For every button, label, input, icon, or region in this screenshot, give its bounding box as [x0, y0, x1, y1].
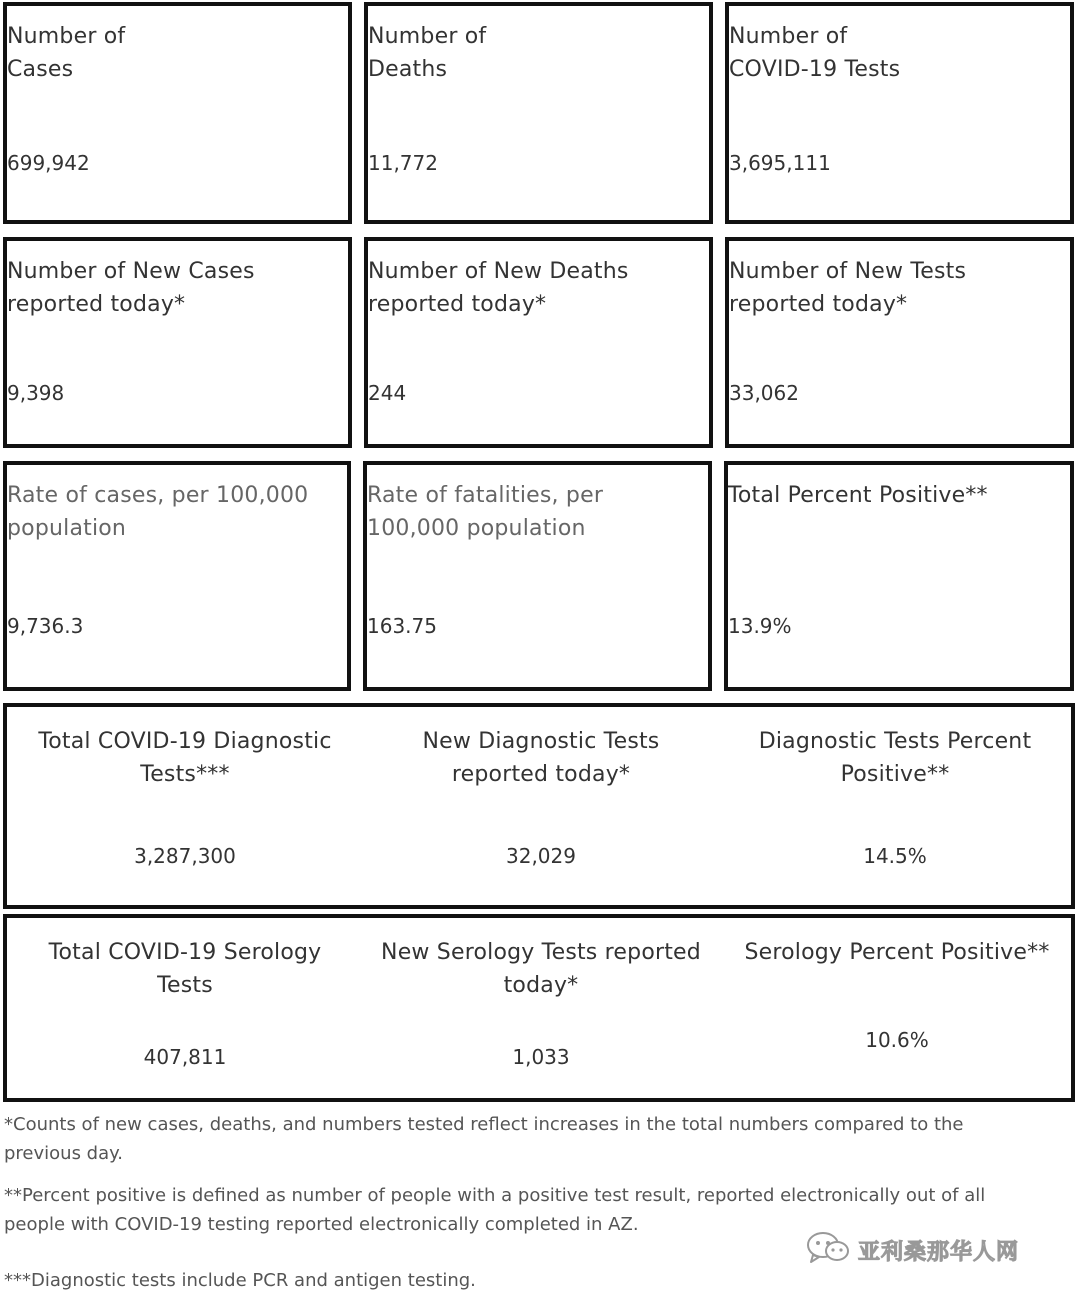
diagnostic-percent-cell [719, 707, 1071, 905]
tile-value: 163.75 [367, 614, 437, 638]
tile-total-percent-positive [724, 461, 1074, 691]
diagnostic-new-cell [363, 707, 719, 905]
tile-label: Diagnostic Tests Percent Positive** [758, 729, 1032, 787]
tile-value: 244 [368, 381, 407, 405]
tile-label: Number of COVID-19 Tests [729, 24, 901, 82]
diagnostic-tests-panel [3, 703, 1075, 909]
tile-new-cases [3, 237, 352, 448]
tile-total-tests [725, 2, 1074, 224]
tile-value: 699,942 [7, 151, 90, 175]
tile-label: Total COVID-19 Diagnostic Tests*** [38, 729, 332, 787]
tile-case-rate [3, 461, 351, 691]
watermark [806, 1232, 1019, 1268]
tile-new-tests [725, 237, 1074, 448]
tile-value: 3,695,111 [729, 151, 831, 175]
footnote-new-counts: *Counts of new cases, deaths, and numbers tested reflect increases in the total numbers compared to the previous day. [4, 1114, 964, 1164]
footnote-percent-positive: **Percent positive is defined as number of people with a positive test result, reported electronically out of all people with COVID-19 testing reported electronically completed in AZ. [4, 1185, 986, 1235]
serology-total-cell [7, 918, 363, 1098]
tile-fatality-rate [363, 461, 712, 691]
tile-value: 33,062 [729, 381, 799, 405]
tile-label: Serology Percent Positive** [744, 940, 1050, 965]
serology-tests-panel [3, 914, 1075, 1102]
tile-label: Rate of fatalities, per 100,000 population [367, 483, 604, 541]
tile-label: Number of New Deaths reported today* [368, 259, 629, 317]
tile-value: 9,736.3 [7, 614, 84, 638]
diagnostic-total-cell [7, 707, 363, 905]
watermark-text: 亚利桑那华人网 [858, 1239, 1020, 1265]
tile-value: 11,772 [368, 151, 438, 175]
tile-label: Total Percent Positive** [728, 483, 988, 508]
tile-value: 32,029 [506, 844, 576, 868]
tile-value: 14.5% [863, 844, 927, 868]
tile-label: Number of Cases [7, 24, 126, 82]
tile-total-cases [3, 2, 352, 224]
tile-label: New Diagnostic Tests reported today* [422, 729, 660, 787]
tile-value: 407,811 [143, 1045, 227, 1069]
tile-label: New Serology Tests reported today* [381, 940, 701, 998]
tile-label: Rate of cases, per 100,000 population [7, 483, 309, 541]
tile-value: 9,398 [7, 381, 65, 405]
tile-value: 13.9% [728, 614, 792, 638]
serology-new-cell [363, 918, 719, 1098]
tile-label: Number of New Cases reported today* [7, 259, 255, 317]
footnote-diagnostic-tests: ***Diagnostic tests include PCR and antigen testing. [4, 1270, 476, 1291]
serology-percent-cell [719, 918, 1075, 1098]
tile-total-deaths [364, 2, 713, 224]
tile-label: Number of New Tests reported today* [729, 259, 967, 317]
tile-label: Number of Deaths [368, 24, 487, 82]
wechat-icon [806, 1231, 850, 1269]
tile-label: Total COVID-19 Serology Tests [48, 940, 322, 998]
tile-value: 3,287,300 [134, 844, 236, 868]
tile-new-deaths [364, 237, 713, 448]
tile-value: 10.6% [865, 1028, 929, 1052]
tile-value: 1,033 [512, 1045, 570, 1069]
